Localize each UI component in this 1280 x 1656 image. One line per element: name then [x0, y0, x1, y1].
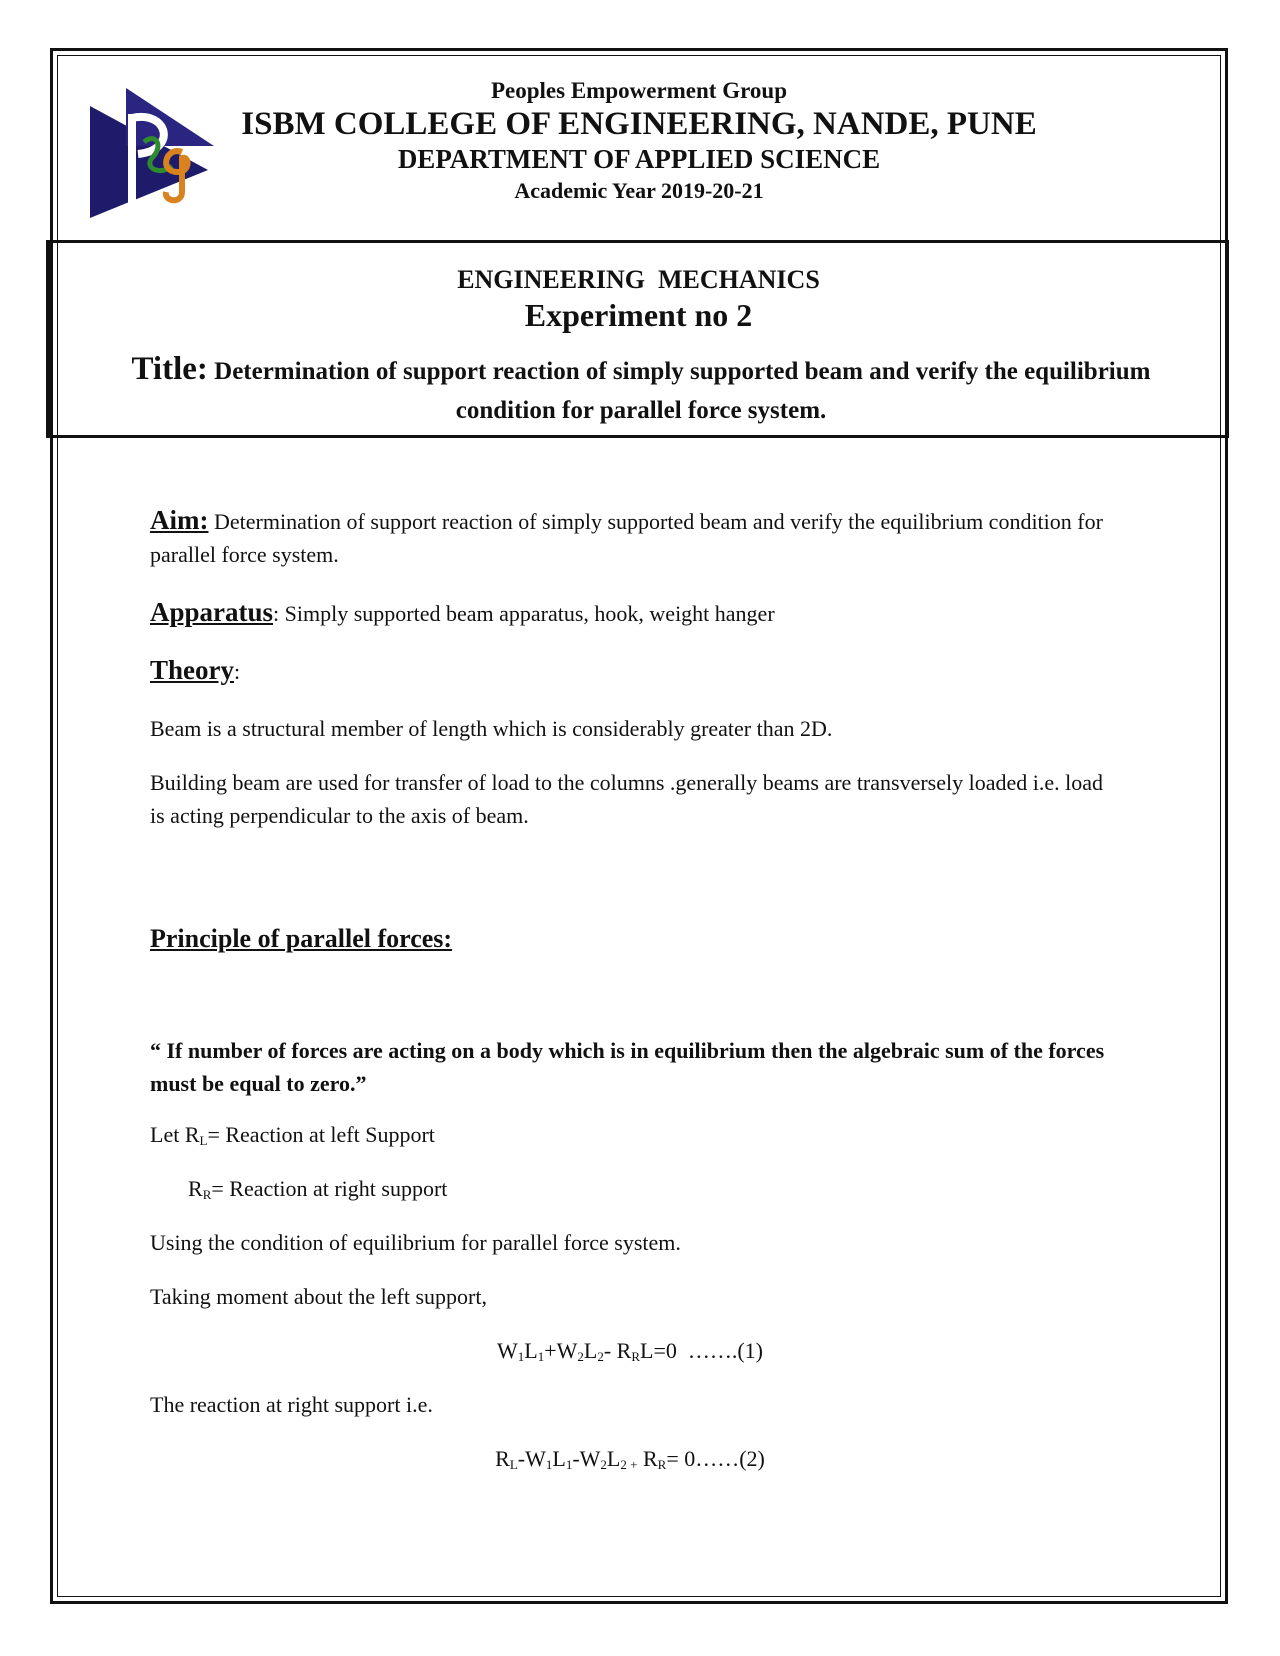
equilibrium-condition-text: Using the condition of equilibrium for parallel force system. [150, 1230, 681, 1255]
eq1-w2-sub: 2 [577, 1349, 584, 1364]
eq2-w2: -W [572, 1446, 601, 1471]
eq1-w1: W [496, 1338, 518, 1363]
rl-definition: = Reaction at left Support [207, 1122, 435, 1147]
apparatus-label: Apparatus [150, 597, 274, 627]
org-name: Peoples Empowerment Group [490, 78, 787, 103]
let-text: Let R [150, 1122, 200, 1147]
theory-paragraph-2: Building beam are used for transfer of load to the columns .generally beams are transversely loaded i.e. load is acting perpendicular to the axis of beam. [150, 770, 1104, 828]
eq2-l2: L [606, 1446, 621, 1471]
theory-paragraph-1: Beam is a structural member of length which is considerably greater than 2D. [150, 716, 833, 741]
title-block [46, 240, 1229, 438]
eq2-w1: -W [517, 1446, 546, 1471]
eq2-l2-sub: 2 + [620, 1457, 638, 1472]
eq1-l1: L [524, 1338, 538, 1363]
reaction-right-text: The reaction at right support i.e. [150, 1392, 433, 1417]
equation-2 [150, 1442, 1110, 1481]
aim-label: Aim: [150, 505, 209, 535]
eq2-r: R [495, 1446, 510, 1471]
eq1-w2: +W [544, 1338, 578, 1363]
equation-1 [150, 1334, 1110, 1373]
rr-definition: = Reaction at right support [211, 1176, 448, 1201]
reaction-left-definition [150, 1118, 1110, 1157]
subject-name: ENGINEERING MECHANICS [457, 265, 820, 294]
eq2-rr: R [637, 1446, 658, 1471]
eq2-rr-sub: R [657, 1457, 667, 1472]
experiment-number: Experiment no 2 [524, 297, 753, 333]
rr-symbol: R [188, 1176, 203, 1201]
principle-heading [150, 922, 1110, 956]
apparatus-paragraph [150, 596, 1110, 630]
eq1-r: - R [603, 1338, 632, 1363]
eq2-rest: = 0……(2) [666, 1446, 765, 1471]
rl-subscript: L [199, 1133, 208, 1148]
academic-year: Academic Year 2019-20-21 [514, 178, 764, 203]
eq1-l2: L [583, 1338, 598, 1363]
college-name: ISBM COLLEGE OF ENGINEERING, NANDE, PUNE [241, 106, 1037, 142]
eq1-l2-sub: 2 [597, 1349, 604, 1364]
eq1-w1-sub: 1 [517, 1349, 525, 1364]
reaction-right-definition [188, 1172, 1148, 1211]
eq2-l1: L [552, 1446, 566, 1471]
apparatus-text: : Simply supported beam apparatus, hook, weight hanger [273, 601, 775, 626]
eq2-r-sub: L [509, 1457, 518, 1472]
rr-subscript: R [202, 1187, 212, 1202]
title-text: Determination of support reaction of simply supported beam and verify the equilibrium condition for parallel force system. [214, 358, 1151, 424]
eq1-l1-sub: 1 [537, 1349, 545, 1364]
principle-label: Principle of parallel forces: [150, 924, 453, 953]
eq2-l1-sub: 1 [565, 1457, 573, 1472]
document-header [58, 56, 1220, 240]
title-label: Title: [131, 351, 208, 387]
eq2-w2-sub: 2 [600, 1457, 607, 1472]
taking-moment-text: Taking moment about the left support, [150, 1284, 487, 1309]
aim-paragraph [150, 504, 1110, 571]
eq1-rest: L=0 …….(1) [640, 1338, 763, 1363]
theory-label: Theory [150, 655, 234, 685]
theory-heading [150, 654, 1110, 688]
aim-text: Determination of support reaction of simply supported beam and verify the equilibrium condition for parallel force system. [150, 509, 1103, 567]
experiment-title [131, 350, 1151, 430]
eq2-w1-sub: 1 [545, 1457, 553, 1472]
theory-colon: : [234, 659, 241, 684]
department-name: DEPARTMENT OF APPLIED SCIENCE [397, 144, 881, 174]
principle-statement: “ If number of forces are acting on a body which is in equilibrium then the algebraic sum of the forces must be equal to zero.” [150, 1038, 1105, 1096]
eq1-r-sub: R [631, 1349, 640, 1364]
